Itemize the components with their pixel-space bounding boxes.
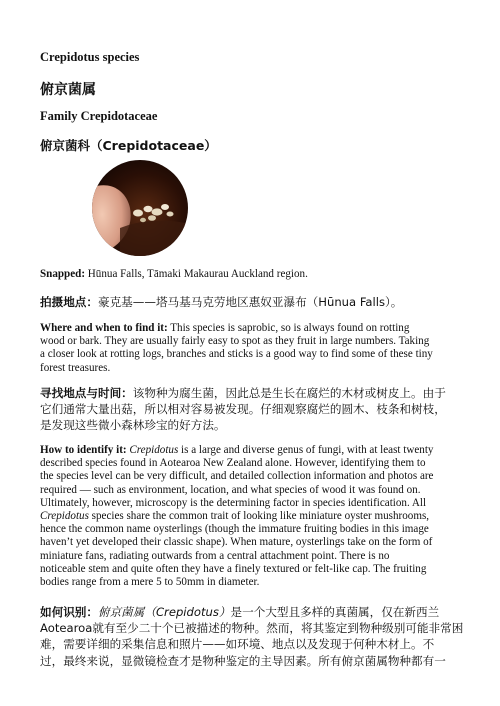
where-zh-label: 寻找地点与时间：	[40, 386, 133, 400]
mushroom-photo	[90, 158, 190, 258]
where-zh-line-3: 是发现这些微小森林珍宝的好方法。	[40, 418, 226, 433]
where-line-3: a closer look at rotting logs, branches and sticks is a good way to find some of these tiny	[40, 348, 433, 361]
identify-line-9: miniature fans, radiating outwards from a central attachment point. There is no	[40, 549, 390, 562]
identify-line-3: the species level can be very difficult, and detailed collection information and photos are	[40, 470, 434, 483]
identify-line-1: is a large and diverse genus of fungi, with at least twenty	[178, 444, 434, 456]
identify-line-10: noticeable stem and quite often they have a finely textured or felt-like cap. The fruiting	[40, 562, 427, 575]
title-en: Crepidotus species	[40, 50, 140, 64]
identify-zh-label: 如何识别：	[40, 605, 98, 619]
where-label: Where and when to find it:	[40, 322, 168, 334]
snapped-zh-text: 豪克基——塔马基马克劳地区惠奴亚瀑布（Hūnua Falls）。	[97, 295, 403, 309]
snapped-text: Hūnua Falls, Tāmaki Makaurau Auckland region.	[85, 268, 308, 280]
identify-zh-line-1: 是一个大型且多样的真菌属，仅在新西兰	[230, 605, 440, 619]
family-en: Family Crepidotaceae	[40, 109, 158, 123]
where-zh-line-1: 该物种为腐生菌，因此总是生长在腐烂的木材或树皮上。由于	[132, 386, 446, 400]
where-zh-line-2: 它们通常大量出菇，所以相对容易被发现。仔细观察腐烂的圆木、枝条和树枝，	[40, 402, 446, 417]
where-zh-paragraph	[40, 385, 460, 434]
snapped-paragraph	[40, 268, 458, 281]
identify-genus-2: Crepidotus	[40, 510, 89, 523]
identify-line-11: bodies range from a mere 5 to 50mm in diameter.	[40, 576, 260, 589]
where-line-2: wood or bark. They are usually fairly easy to spot as they fruit in large numbers. Taking	[40, 335, 430, 348]
identify-paragraph	[40, 444, 458, 589]
identify-line-8: haven’t yet developed their classic shape). When mature, oysterlings take on the form of	[40, 536, 433, 549]
identify-label: How to identify it:	[40, 444, 127, 456]
where-line-1: This species is saprobic, so is always found on rotting	[167, 322, 410, 334]
title-zh: 俯京菌属	[40, 82, 96, 98]
identify-zh-paragraph	[40, 604, 464, 669]
identify-line-6: species share the common trait of looking like miniature oyster mushrooms,	[88, 510, 430, 523]
where-paragraph	[40, 322, 458, 375]
identify-zh-genus: 俯京菌属（Crepidotus）	[97, 605, 231, 619]
identify-line-2: described species found in Aotearoa New Zealand alone. However, identifying them to	[40, 457, 426, 470]
identify-zh-line-4: 过，最终来说，显微镜检查才是物种鉴定的主导因素。所有俯京菌属物种都有一	[40, 653, 446, 668]
family-zh: 俯京菌科（Crepidotaceae）	[40, 138, 217, 153]
identify-zh-line-2: Aotearoa就有至少二十个已被描述的物种。然而，将其鉴定到物种级别可能非常困	[40, 621, 464, 636]
where-line-4: forest treasures.	[40, 361, 111, 374]
identify-zh-line-3: 难，需要详细的采集信息和照片——如环境、地点以及发现于何种木材上。不	[40, 637, 435, 652]
snapped-label: Snapped:	[40, 268, 86, 280]
identify-line-5: Ultimately, however, microscopy is the determining factor in species identification. All	[40, 496, 427, 509]
snapped-zh-paragraph	[40, 294, 460, 310]
identify-line-7: hence the common name oysterlings (though the immature fruiting bodies in this image	[40, 523, 429, 536]
snapped-zh-label: 拍摄地点：	[40, 295, 98, 309]
identify-line-4: required — such as environment, location, and what species of wood it was found on.	[40, 483, 421, 496]
identify-genus: Crepidotus	[129, 444, 179, 456]
mushroom-photo-icon	[90, 158, 190, 258]
